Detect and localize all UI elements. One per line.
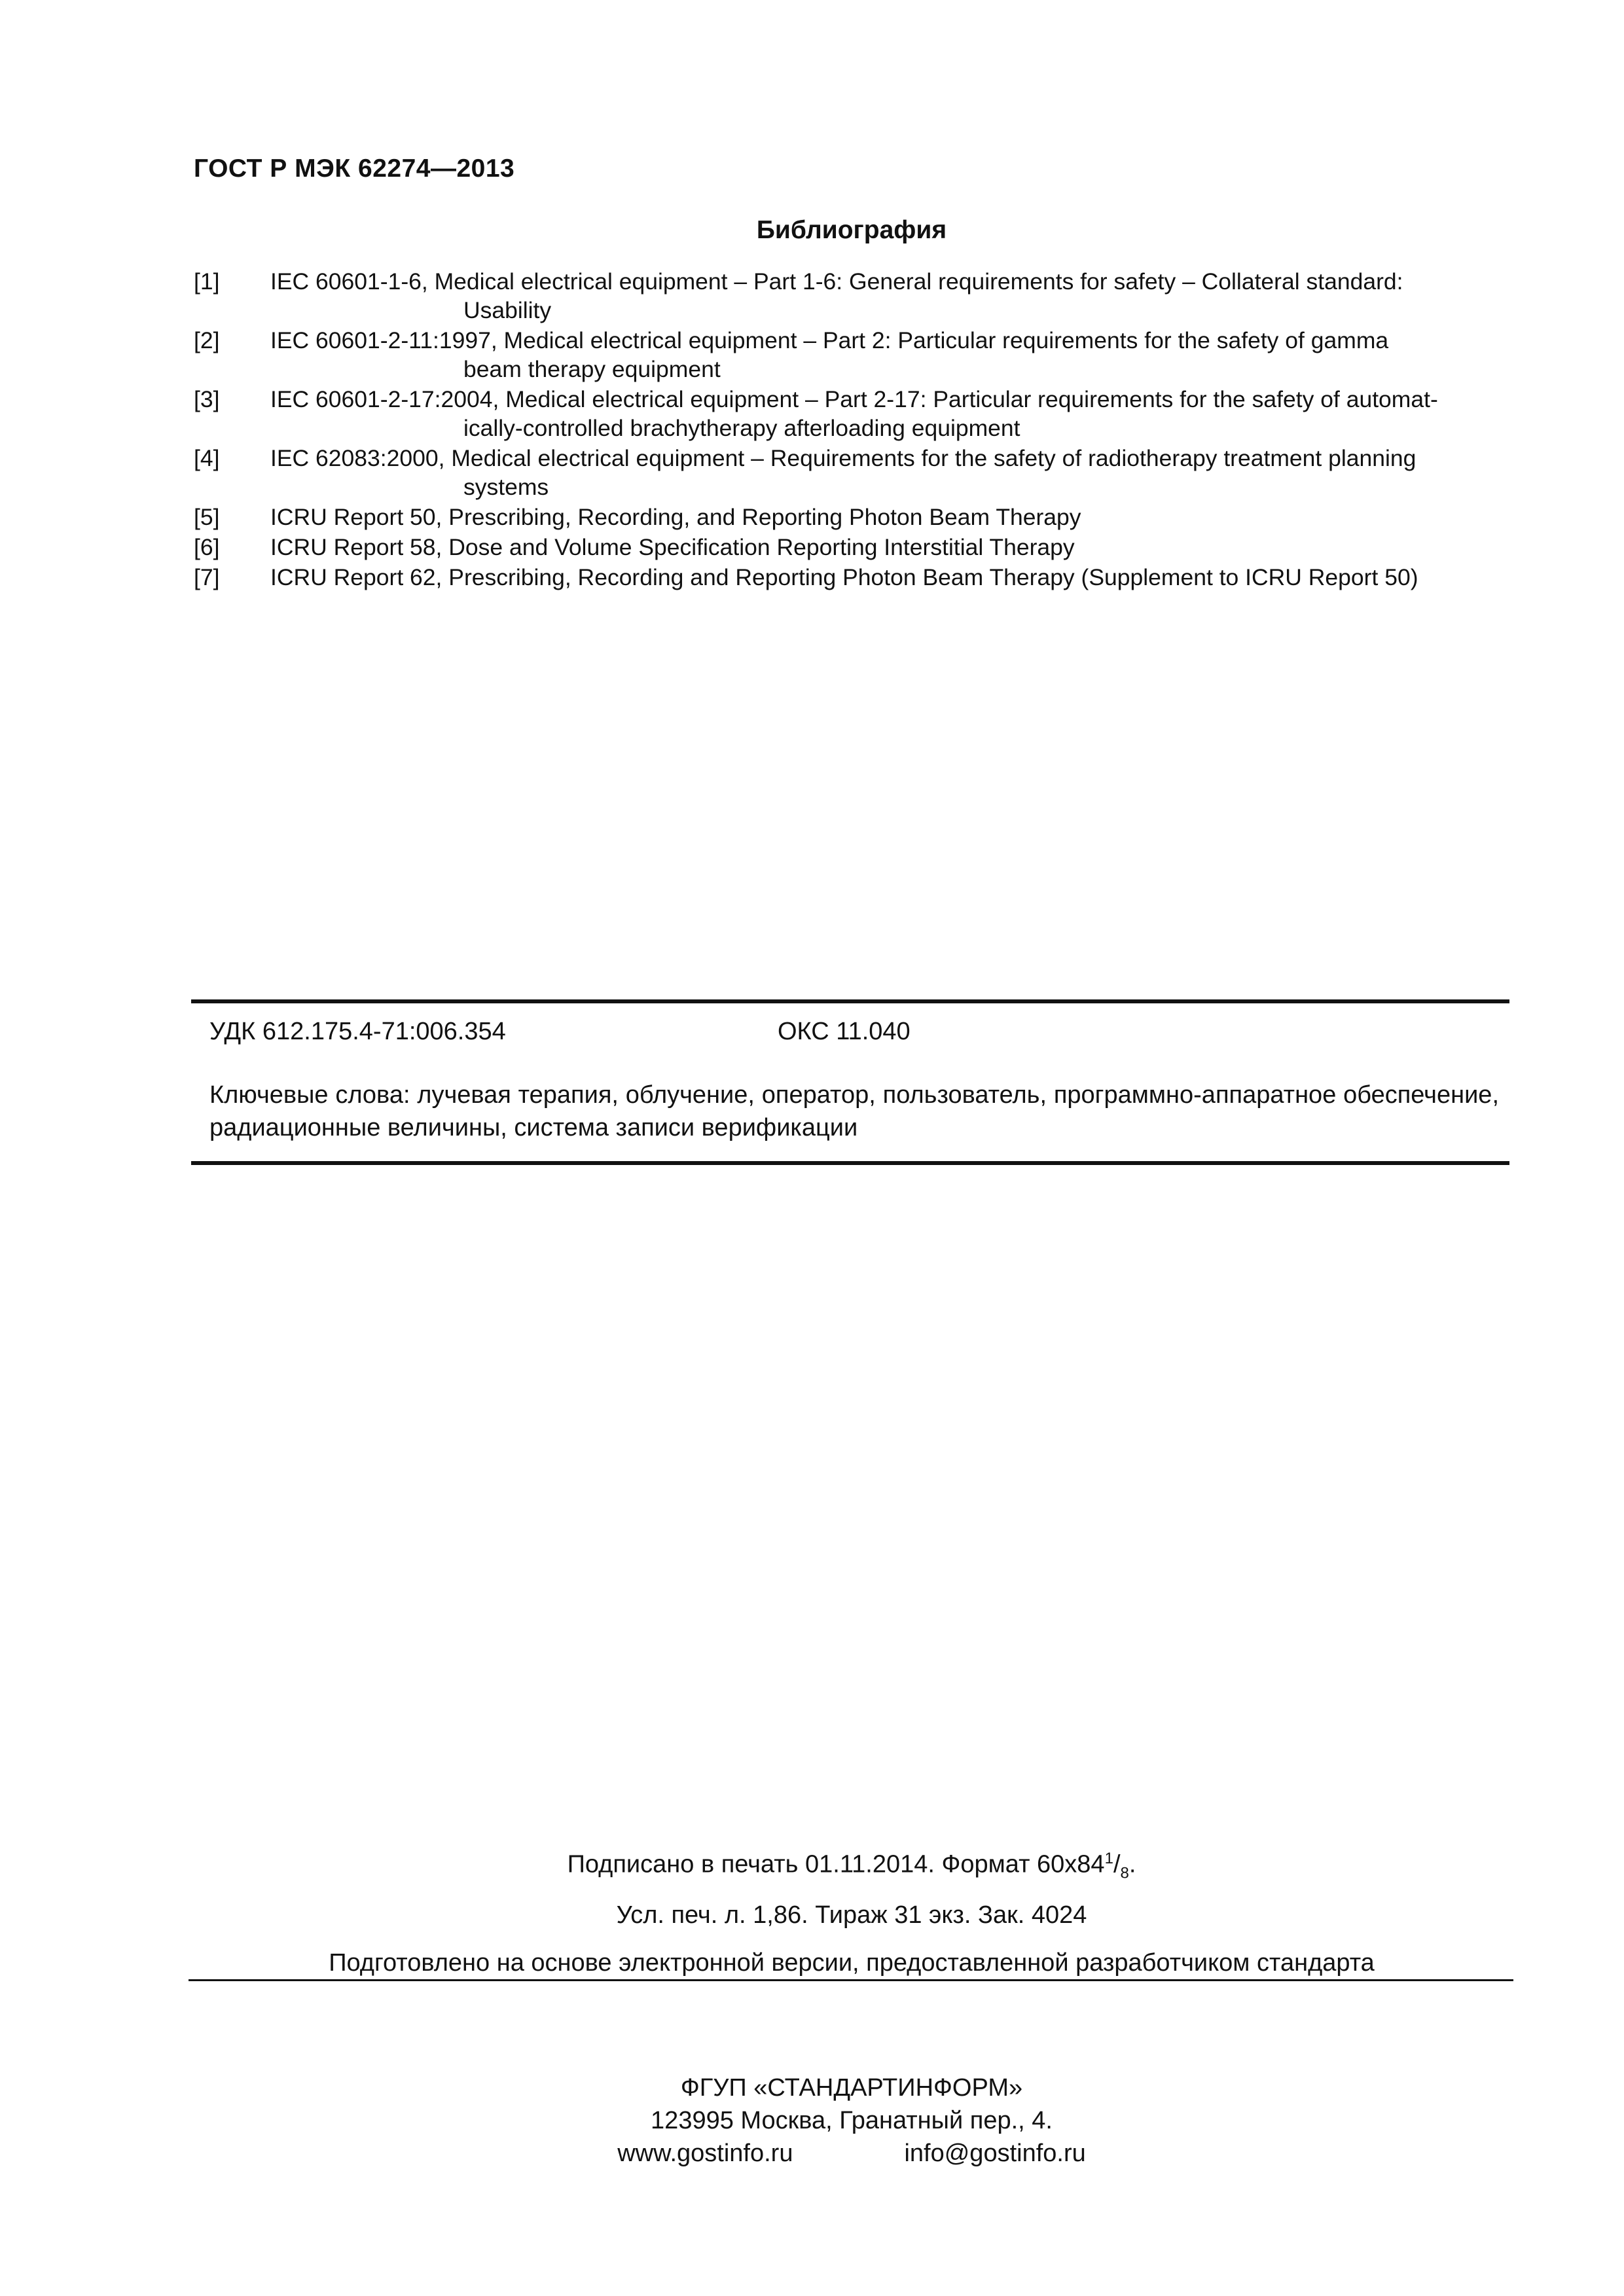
bibliography-entry xyxy=(194,444,1523,501)
publisher-block xyxy=(0,2072,1624,2170)
bibliography-entry xyxy=(194,533,1523,562)
bibliography-entry-number: [6] xyxy=(194,534,220,560)
prepared-note: Подготовлено на основе электронной версии, предоставленной разработчиком стандарта xyxy=(329,1949,1375,1977)
bibliography-entry-number: [1] xyxy=(194,268,220,295)
publisher-email[interactable]: info@gostinfo.ru xyxy=(904,2140,1086,2167)
bibliography-entry-text: IEC 60601-1-6, Medical electrical equipment – Part 1-6: General requirements for safety – Collateral standard: xyxy=(270,268,1403,295)
bibliography-entry-text: ICRU Report 50, Prescribing, Recording, and Reporting Photon Beam Therapy xyxy=(270,504,1081,530)
bibliography-entry-text: ICRU Report 62, Prescribing, Recording and Reporting Photon Beam Therapy (Supplement to ICRU Report 50) xyxy=(270,564,1418,590)
bibliography-entry xyxy=(194,503,1523,531)
bibliography-entry-number: [3] xyxy=(194,386,220,412)
keywords-paragraph: Ключевые слова: лучевая терапия, облучение, оператор, пользователь, программно-аппаратное обеспечение, радиационные величины, система записи верификации xyxy=(209,1081,1499,1141)
publisher-contacts xyxy=(0,2137,1624,2170)
signed-for-print-line xyxy=(0,1850,1624,1882)
publisher-website[interactable]: www.gostinfo.ru xyxy=(617,2140,793,2167)
bibliography-entry-continuation: Usability xyxy=(463,297,552,323)
bibliography-entry-text: IEC 60601-2-11:1997, Medical electrical equipment – Part 2: Particular requirements for the safety of gamma xyxy=(270,327,1389,353)
format-suffix: . xyxy=(1128,1850,1136,1878)
signed-for-print-text: Подписано в печать 01.11.2014. Формат 60х84 xyxy=(567,1850,1105,1878)
format-denominator: 8 xyxy=(1120,1864,1129,1882)
bibliography-entry xyxy=(194,326,1523,384)
bibliography-entry-continuation: ically-controlled brachytherapy afterloading equipment xyxy=(463,415,1020,441)
bibliography-list xyxy=(194,267,1523,593)
bibliography-entry-text: IEC 60601-2-17:2004, Medical electrical equipment – Part 2-17: Particular requirements for the safety of automat- xyxy=(270,386,1438,412)
bibliography-entry-continuation: beam therapy equipment xyxy=(463,356,721,382)
bibliography-entry-number: [5] xyxy=(194,504,220,530)
bibliography-entry-number: [2] xyxy=(194,327,220,353)
bibliography-title: Библиография xyxy=(756,216,947,244)
bibliography-entry xyxy=(194,267,1523,325)
publisher-name: ФГУП «СТАНДАРТИНФОРМ» xyxy=(680,2074,1023,2102)
bibliography-entry-number: [7] xyxy=(194,564,220,590)
imprint-rule xyxy=(189,1979,1513,1981)
bibliography-entry-text: IEC 62083:2000, Medical electrical equipment – Requirements for the safety of radiotherapy treatment planning xyxy=(270,445,1416,471)
bibliography-entry xyxy=(194,385,1523,442)
standard-code-header: ГОСТ Р МЭК 62274—2013 xyxy=(194,154,515,183)
format-slash: / xyxy=(1113,1850,1121,1878)
bibliography-entry-text: ICRU Report 58, Dose and Volume Specification Reporting Interstitial Therapy xyxy=(270,534,1075,560)
udk-code: УДК 612.175.4-71:006.354 xyxy=(209,1018,506,1045)
bibliography-entry-number: [4] xyxy=(194,445,220,471)
print-info-line: Усл. печ. л. 1,86. Тираж 31 экз. Зак. 4024 xyxy=(616,1901,1087,1929)
format-numerator: 1 xyxy=(1104,1850,1113,1867)
classification-top-rule xyxy=(191,999,1509,1003)
bibliography-entry xyxy=(194,563,1523,592)
classification-bottom-rule xyxy=(191,1161,1509,1165)
oks-code: ОКС 11.040 xyxy=(778,1018,911,1045)
bibliography-entry-continuation: systems xyxy=(463,474,549,500)
publisher-address: 123995 Москва, Гранатный пер., 4. xyxy=(651,2107,1053,2134)
